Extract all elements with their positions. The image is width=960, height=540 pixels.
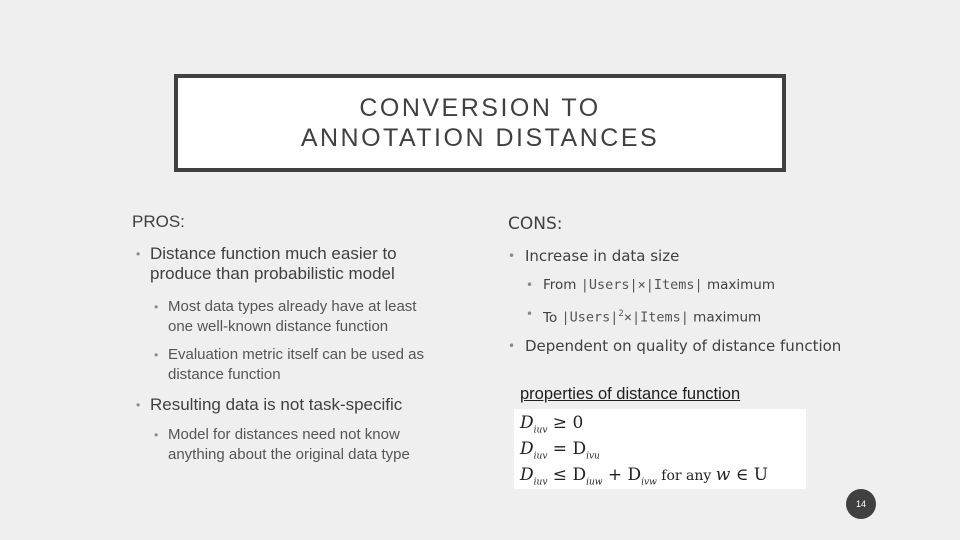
- cons-sub-bullet-to: [526, 304, 826, 328]
- formula-3-tail: for any: [656, 468, 716, 484]
- cons-bullet-1: [508, 246, 808, 266]
- formula-3-var: w: [715, 465, 731, 485]
- formula-1-rel: ≥ 0: [547, 413, 584, 433]
- pros-heading: PROS:: [132, 212, 185, 231]
- formula-2-lhs: D: [520, 439, 534, 459]
- cons-bullet-2-text: Dependent on quality of distance function: [525, 337, 842, 355]
- cons-to-expression-b: ×|Items|: [623, 309, 689, 326]
- slide-title-box: [174, 74, 786, 172]
- pros-bullet-1-line-1: Distance function much easier to: [150, 244, 397, 263]
- cons-to-suffix: maximum: [693, 309, 762, 326]
- pros-sub-bullet-3-line-2: anything about the original data type: [168, 446, 410, 463]
- cons-heading: CONS:: [508, 214, 563, 234]
- cons-bullet-1-text: Increase in data size: [525, 247, 680, 265]
- pros-sub-bullet-2-line-2: distance function: [168, 366, 281, 383]
- formula-3-mid: ≤ D: [547, 465, 587, 485]
- pros-sub-bullet-3: [154, 425, 464, 465]
- bullet-dot-icon: •: [508, 249, 516, 263]
- formula-2-lhs-sub: iuv: [533, 451, 548, 462]
- formula-3-plus: + D: [602, 465, 642, 485]
- bullet-dot-icon: •: [154, 348, 159, 362]
- formula-3-set: ∈ U: [730, 465, 769, 485]
- pros-sub-bullet-3-line-1: Model for distances need not know: [168, 426, 400, 443]
- bullet-dot-icon: •: [526, 278, 534, 292]
- formula-symmetry: [520, 439, 600, 461]
- pros-sub-bullet-1: [154, 297, 464, 337]
- cons-bullet-2: [508, 336, 848, 356]
- bullet-dot-icon: •: [508, 339, 516, 353]
- formula-3-sub-3: ivw: [641, 477, 657, 488]
- formula-3-sub-2: iuw: [586, 477, 603, 488]
- cons-to-expression-sup: 2: [618, 309, 624, 319]
- formula-image: [514, 409, 806, 489]
- cons-to-expression-a: |Users|: [561, 309, 619, 326]
- cons-from-expression: |Users|×|Items|: [580, 277, 703, 293]
- cons-sub-bullet-from: [526, 275, 826, 295]
- properties-label: properties of distance function: [520, 385, 741, 403]
- cons-from-prefix: From: [543, 277, 577, 293]
- cons-to-prefix: To: [543, 309, 558, 326]
- formula-2-mid: = D: [547, 439, 587, 459]
- formula-2-rhs-sub: ivu: [586, 451, 600, 462]
- bullet-dot-icon: •: [136, 247, 141, 261]
- slide-title-line-2: ANNOTATION DISTANCES: [300, 124, 660, 152]
- formula-symmetry-nonneg: [520, 413, 583, 435]
- cons-from-suffix: maximum: [706, 277, 775, 293]
- pros-bullet-1: [136, 244, 466, 284]
- pros-sub-bullet-1-line-2: one well-known distance function: [168, 318, 389, 335]
- bullet-dot-icon: •: [154, 300, 159, 314]
- pros-sub-bullet-1-line-1: Most data types already have at least: [168, 298, 417, 315]
- formula-3-lhs: D: [520, 465, 534, 485]
- formula-triangle-inequality: [520, 465, 768, 487]
- formula-1-lhs-sub: iuv: [533, 425, 548, 436]
- slide-title-line-1: CONVERSION TO: [359, 94, 601, 122]
- pros-sub-bullet-2-line-1: Evaluation metric itself can be used as: [168, 346, 424, 363]
- pros-sub-bullet-2: [154, 345, 464, 385]
- bullet-dot-icon: •: [136, 398, 141, 412]
- pros-bullet-1-line-2: produce than probabilistic model: [150, 264, 395, 283]
- formula-3-lhs-sub: iuv: [533, 477, 548, 488]
- pros-bullet-2: [136, 395, 466, 415]
- page-number-badge: 14: [846, 489, 876, 519]
- pros-bullet-2-text: Resulting data is not task-specific: [150, 395, 403, 414]
- bullet-dot-icon: •: [154, 428, 159, 442]
- formula-1-lhs: D: [520, 413, 534, 433]
- bullet-dot-icon: •: [526, 307, 534, 321]
